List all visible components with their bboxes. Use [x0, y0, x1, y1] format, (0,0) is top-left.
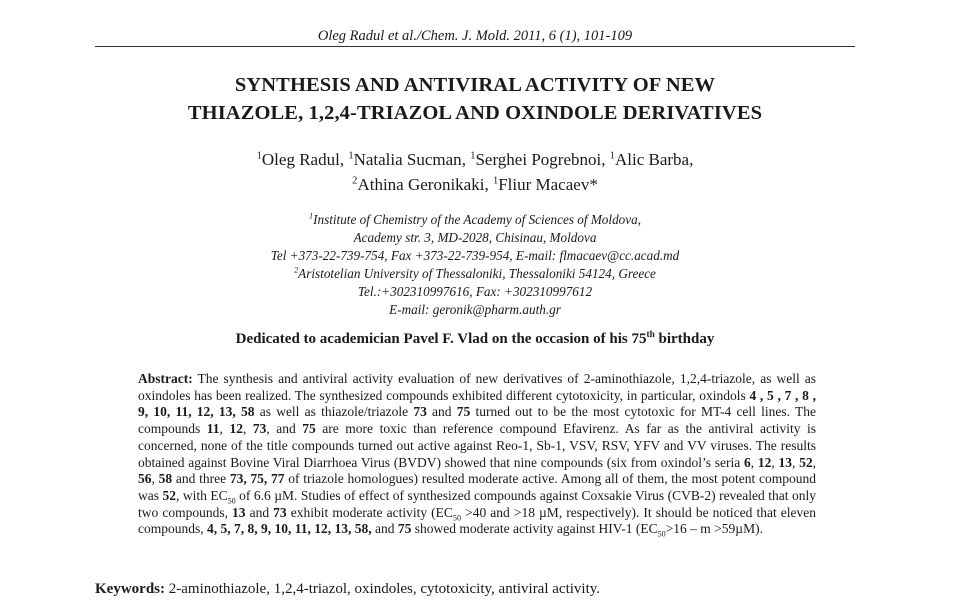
affiliation-text: Aristotelian University of Thessaloniki, Thessaloniki 54124, Greece — [298, 266, 656, 281]
compound-ref: 4, 5, 7, 8, 9, 10, 11, 12, 13, 58, — [207, 521, 372, 537]
author-name: Alic Barba — [614, 150, 690, 169]
compound-ref: 73 — [413, 404, 427, 420]
author-sep: , — [601, 150, 610, 169]
affiliation-2-line-1 — [95, 265, 855, 283]
affiliation-1-line-2: Academy str. 3, MD-2028, Chisinau, Moldova — [353, 230, 597, 245]
author-affil-sup: 1 — [609, 150, 615, 162]
abstract-text: , — [750, 454, 758, 470]
author-line-2 — [95, 172, 855, 197]
compound-ref: 75 — [302, 421, 316, 437]
paper-title — [95, 71, 855, 127]
running-header: Oleg Radul et al./Chem. J. Mold. 2011, 6 (1), 101-109 — [317, 28, 633, 44]
compound-ref: 73 — [273, 504, 287, 520]
abstract-text: and three — [172, 471, 230, 487]
abstract-text: , — [219, 421, 230, 437]
abstract-text: and — [245, 504, 274, 520]
keywords — [95, 581, 855, 598]
keywords-label: Keywords: — [95, 581, 165, 597]
affiliation-2-email: E-mail: geronik@pharm.auth.gr — [389, 302, 561, 317]
dedication-sup: th — [646, 330, 655, 340]
compound-ref: 12 — [757, 454, 772, 470]
author-sep: , — [689, 150, 694, 169]
compound-ref: 56 — [138, 471, 152, 487]
affiliation-2-phone: Tel.:+302310997616, Fax: +302310997612 — [357, 284, 593, 299]
author-name: Athina Geronikaki — [357, 175, 485, 194]
abstract-text: >40 and >18 µM, respectively). It should be noticed that eleven compounds, — [138, 504, 816, 537]
abstract-text: , with EC — [175, 487, 228, 503]
author-sep: , — [461, 150, 471, 169]
abstract-text: and — [371, 521, 398, 537]
dedication-text: Dedicated to academician Pavel F. Vlad on the occasion of his 75 — [235, 331, 647, 347]
affiliation-sup: 2 — [294, 265, 299, 275]
author-name: Natalia Sucman — [353, 150, 462, 169]
abstract-text: , — [812, 454, 816, 470]
abstract-text: of triazole homologues) resulted moderate active. Among all of them, the most potent compound was — [138, 471, 817, 503]
compound-ref: 4 , 5 , 7 , 8 , 9, 10, 11, 12, 13, 58 — [138, 387, 816, 420]
compound-ref: 73 — [252, 421, 267, 437]
compound-ref: 75 — [397, 521, 412, 537]
keywords-text: 2-aminothiazole, 1,2,4-triazol, oxindoles, cytotoxicity, antiviral activity. — [165, 581, 601, 597]
abstract-label: Abstract: — [138, 371, 193, 386]
compound-ref: 75 — [456, 404, 471, 420]
author-affil-sup: 1 — [470, 150, 476, 162]
compound-ref: 52 — [799, 454, 813, 470]
affiliation-text: Institute of Chemistry of the Academy of Sciences of Moldova, — [313, 212, 641, 227]
author-sep: , — [339, 150, 349, 169]
author-sep: , — [484, 175, 493, 194]
author-affil-sup: 1 — [348, 150, 354, 162]
abstract-text: >16 – m >59µM). — [665, 521, 763, 537]
header-rule — [95, 46, 855, 47]
affiliation-1-line-1 — [95, 211, 855, 229]
author-list — [95, 147, 855, 197]
abstract-text: and — [426, 404, 457, 420]
compound-ref: 52 — [162, 487, 176, 503]
subscript: 50 — [657, 530, 666, 540]
abstract-text: as well as thiazole/triazole — [254, 404, 414, 420]
abstract-text: exhibit moderate activity (EC — [286, 504, 453, 520]
compound-ref: 13 — [232, 504, 246, 520]
compound-ref: 13 — [778, 454, 792, 470]
abstract-text: of 6.6 µM. Studies of effect of synthesized compounds against Coxsakie Virus (CVB-2) revealed that only two compounds, — [138, 487, 816, 520]
author-name: Serghei Pogrebnoi — [475, 150, 602, 169]
abstract-text: are more toxic than reference compound Efavirenz. As far as the antiviral activity is concerned, none of the title compounds turned out active against Reo-1, Sb-1, VSV, RSV, YFV and VV viruses. The results obtained against Bovine Viral Diarrhoea Virus (BVDV) showed that nine compounds (six from oxindol’s seria — [138, 421, 817, 470]
dedication-tail: birthday — [654, 331, 715, 347]
affiliations — [95, 211, 855, 319]
author-affil-sup: 1 — [492, 175, 499, 187]
abstract-text: , and — [266, 421, 303, 437]
author-name: Fliur Macaev* — [498, 175, 598, 194]
affiliation-1-contact: Tel +373-22-739-754, Fax +373-22-739-954, E-mail: flmacaev@cc.acad.md — [270, 248, 680, 263]
subscript: 50 — [227, 496, 236, 506]
compound-ref: 11 — [206, 421, 220, 437]
abstract-text: turned out to be the most cytotoxic for MT-4 cell lines. The compounds — [138, 404, 816, 437]
subscript: 50 — [452, 513, 462, 523]
affiliation-sup: 1 — [309, 211, 314, 221]
abstract — [138, 371, 816, 538]
compound-ref: 73, 75, 77 — [229, 471, 285, 487]
title-line-1: SYNTHESIS AND ANTIVIRAL ACTIVITY OF NEW — [234, 74, 716, 96]
abstract-text: , — [771, 454, 779, 470]
abstract-text: , — [151, 471, 159, 487]
compound-ref: 58 — [158, 471, 173, 487]
abstract-text: , — [792, 454, 800, 470]
title-line-2: THIAZOLE, 1,2,4-TRIAZOL AND OXINDOLE DERIVATIVES — [187, 102, 763, 124]
author-line-1 — [95, 147, 855, 172]
dedication — [95, 331, 855, 348]
abstract-text: The synthesis and antiviral activity evaluation of new derivatives of 2-aminothiazole, 1,2,4-triazole, as well as oxindoles has been realized. The synthesized compounds exhibited different cytotoxicity, in particular, oxindols — [138, 371, 816, 403]
compound-ref: 6 — [744, 454, 751, 470]
author-affil-sup: 2 — [352, 175, 358, 187]
compound-ref: 12 — [229, 421, 243, 437]
abstract-text: , — [242, 421, 253, 437]
author-affil-sup: 1 — [256, 150, 262, 162]
author-name: Oleg Radul — [261, 150, 340, 169]
abstract-text: showed moderate activity against HIV-1 (EC — [411, 521, 658, 537]
